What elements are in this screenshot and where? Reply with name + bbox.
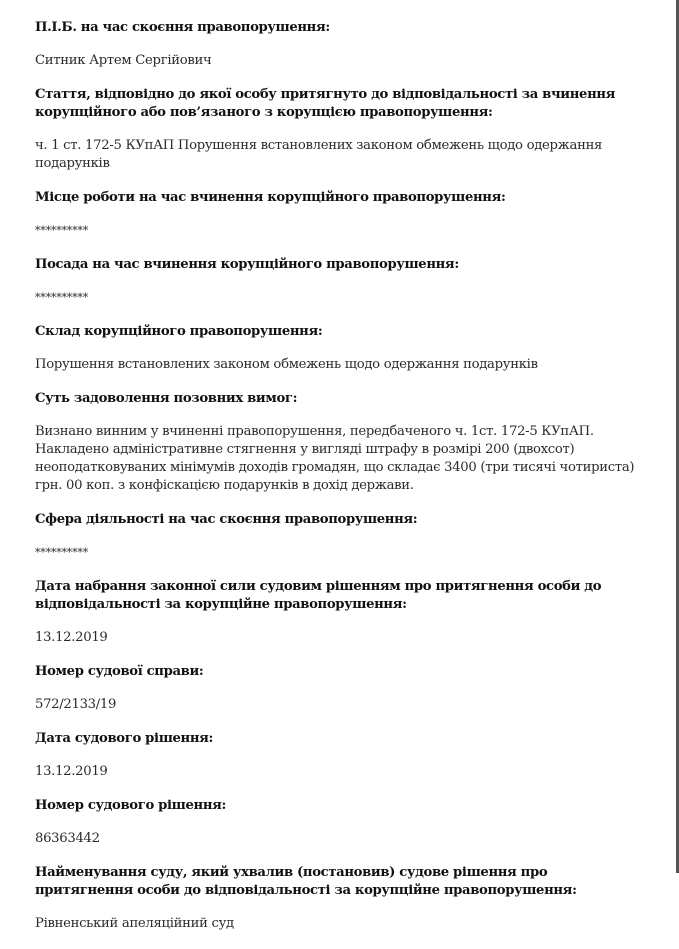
field-value: ********** [35,224,89,237]
record-document [35,19,635,949]
field-article [35,86,635,173]
field-label: Посада на час вчинення корупційного правопорушення: [35,257,459,272]
field-court-name [35,864,635,933]
field-activity-sphere [35,511,635,562]
field-decision-number [35,797,635,848]
field-decision-date [35,730,635,781]
field-label: Місце роботи на час вчинення корупційного правопорушення: [35,190,506,205]
field-label: Номер судової справи: [35,664,204,679]
field-value: 13.12.2019 [35,630,108,645]
field-label: Номер судового рішення: [35,798,227,813]
field-value: Визнано винним у вчиненні правопорушення, передбаченого ч. 1ст. 172-5 КУпАП. Накладено адміністративне стягнення у вигляді штрафу в розмірі 200 (двохсот) неоподатковуваних мінімумів доходів громадян, що складає 3400 (три тисячі чотириста) грн. 00 коп. з конфіскацією подарунків в дохід держави. [35,424,635,493]
field-full-name [35,19,635,70]
field-value: ********** [35,291,89,304]
field-label: Суть задоволення позовних вимог: [35,391,298,406]
field-label: Склад корупційного правопорушення: [35,324,323,339]
field-claim-essence [35,390,635,495]
field-position [35,256,635,307]
field-label: Сфера діяльності на час скоєння правопорушення: [35,512,418,527]
field-value: 13.12.2019 [35,764,108,779]
field-value: Ситник Артем Сергійович [35,53,212,68]
field-label: Стаття, відповідно до якої особу притягнуто до відповідальності за вчинення корупційного або пов’язаного з корупцією правопорушення: [35,87,616,120]
field-label: Найменування суду, який ухвалив (постановив) судове рішення про притягнення особи до відповідальності за корупційне правопорушення: [35,865,577,898]
field-label: Дата набрання законної сили судовим рішенням про притягнення особи до відповідальності за корупційне правопорушення: [35,579,602,612]
field-label: П.І.Б. на час скоєння правопорушення: [35,20,330,35]
field-value: ********** [35,546,89,559]
field-effective-date [35,578,635,647]
field-value: 86363442 [35,831,100,846]
field-workplace [35,189,635,240]
field-value: Рівненський апеляційний суд [35,916,234,931]
field-value: ч. 1 ст. 172-5 КУпАП Порушення встановлених законом обмежень щодо одержання подарунків [35,138,603,171]
field-label: Дата судового рішення: [35,731,214,746]
field-case-number [35,663,635,714]
field-value: Порушення встановлених законом обмежень щодо одержання подарунків [35,357,538,372]
field-offense-composition [35,323,635,374]
field-value: 572/2133/19 [35,697,117,712]
